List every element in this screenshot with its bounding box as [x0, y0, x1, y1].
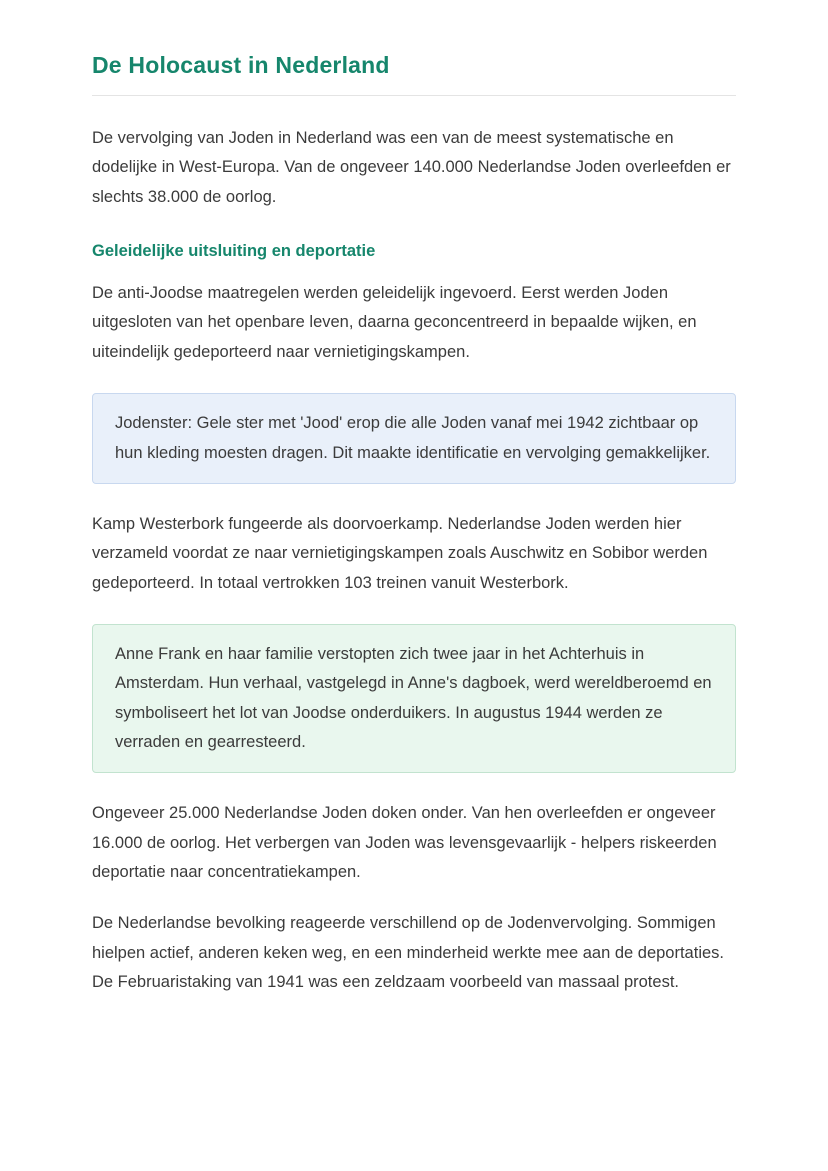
paragraph-bevolking: De Nederlandse bevolking reageerde verschillend op de Jodenvervolging. Sommigen hielpen actief, anderen keken weg, en een minderheid werkte mee aan de deportaties. De Februaristaking van 1941 was een zeldzaam voorbeeld van massaal protest.	[92, 914, 724, 992]
section-heading-uitsluiting: Geleidelijke uitsluiting en deportatie	[92, 242, 376, 261]
callout-annefrank-text: Anne Frank en haar familie verstopten zich twee jaar in het Achterhuis in Amsterdam. Hun verhaal, vastgelegd in Anne's dagboek, werd wereldberoemd en symboliseert het lot van Joodse onderduikers. In augustus 1944 werden ze verraden en gearresteerd.	[115, 644, 712, 752]
callout-jodenster-text: Jodenster: Gele ster met 'Jood' erop die alle Joden vanaf mei 1942 zichtbaar op hun kleding moesten dragen. Dit maakte identificatie en vervolging gemakkelijker.	[115, 414, 711, 462]
paragraph-westerbork: Kamp Westerbork fungeerde als doorvoerkamp. Nederlandse Joden werden hier verzameld voordat ze naar vernietigingskampen zoals Auschwitz en Sobibor werden gedeporteerd. In totaal vertrokken 103 treinen vanuit Westerbork.	[92, 514, 708, 592]
title-divider	[92, 95, 736, 96]
page-title: De Holocaust in Nederland	[92, 52, 390, 78]
paragraph-intro: De vervolging van Joden in Nederland was een van de meest systematische en dodelijke in West-Europa. Van de ongeveer 140.000 Nederlandse Joden overleefden er slechts 38.000 de oorlog.	[92, 129, 731, 206]
callout-annefrank	[92, 624, 736, 773]
paragraph-measures: De anti-Joodse maatregelen werden geleidelijk ingevoerd. Eerst werden Joden uitgesloten van het openbare leven, daarna geconcentreerd in bepaalde wijken, en uiteindelijk gedeporteerd naar vernietigingskampen.	[92, 284, 697, 361]
paragraph-onderduikers: Ongeveer 25.000 Nederlandse Joden doken onder. Van hen overleefden er ongeveer 16.000 de oorlog. Het verbergen van Joden was levensgevaarlijk - helpers riskeerden deportatie naar concentratiekampen.	[92, 804, 717, 882]
callout-jodenster	[92, 393, 736, 484]
